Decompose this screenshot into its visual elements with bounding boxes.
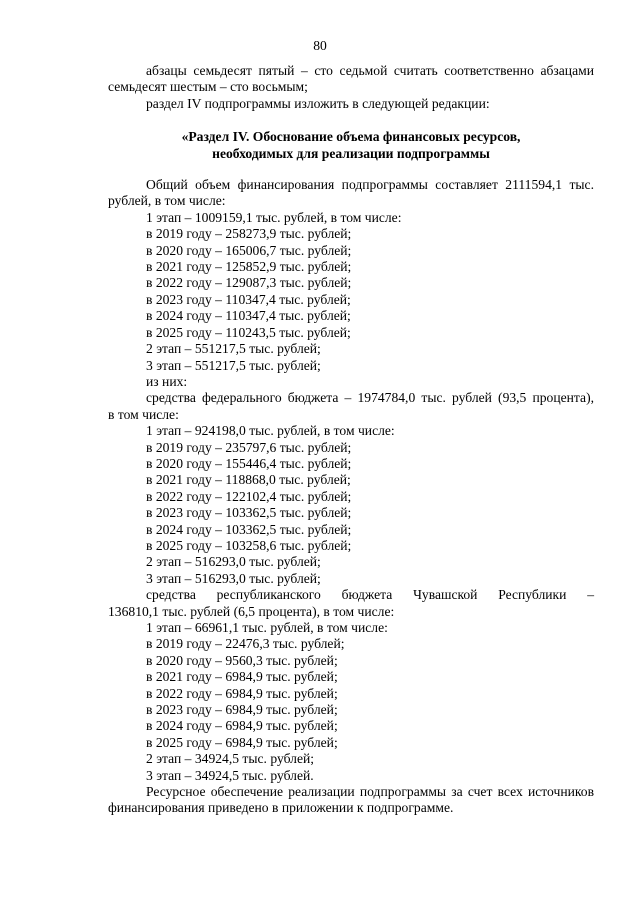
- document-body: [108, 63, 594, 817]
- federal-year-line: в 2021 году – 118868,0 тыс. рублей;: [146, 472, 351, 488]
- federal-stage-2: 2 этап – 516293,0 тыс. рублей;: [146, 554, 321, 570]
- federal-line-2: в том числе:: [108, 406, 179, 422]
- closing-line-1: Ресурсное обеспечение реализации подпрограммы за счет всех источников: [146, 784, 594, 800]
- federal-stage-3: 3 этап – 516293,0 тыс. рублей;: [146, 570, 321, 586]
- republic-year-line: в 2023 году – 6984,9 тыс. рублей;: [146, 702, 338, 718]
- republic-line-2: 136810,1 тыс. рублей (6,5 процента), в том числе:: [108, 603, 395, 619]
- section-heading-line-2: необходимых для реализации подпрограммы: [212, 145, 490, 161]
- total-year-line: в 2022 году – 129087,3 тыс. рублей;: [146, 275, 352, 291]
- republic-stage-3: 3 этап – 34924,5 тыс. рублей.: [146, 767, 314, 783]
- total-line-1: Общий объем финансирования подпрограммы составляет 2111594,1 тыс.: [146, 177, 594, 193]
- intro-line-3: раздел IV подпрограммы изложить в следующей редакции:: [146, 95, 490, 111]
- republic-stage-2: 2 этап – 34924,5 тыс. рублей;: [146, 751, 315, 767]
- intro-line-1: абзацы семьдесят пятый – сто седьмой считать соответственно абзацами: [146, 63, 594, 78]
- page-number: 80: [313, 38, 327, 53]
- republic-year-line: в 2024 году – 6984,9 тыс. рублей;: [146, 718, 338, 734]
- federal-line-1: средства федерального бюджета – 1974784,0 тыс. рублей (93,5 процента),: [146, 390, 594, 406]
- total-stage-3: 3 этап – 551217,5 тыс. рублей;: [146, 357, 321, 373]
- total-year-line: в 2020 году – 165006,7 тыс. рублей;: [146, 242, 352, 258]
- total-year-line: в 2023 году – 110347,4 тыс. рублей;: [146, 291, 351, 307]
- total-year-line: в 2025 году – 110243,5 тыс. рублей;: [146, 324, 351, 340]
- of-which-label: из них:: [146, 373, 188, 389]
- federal-year-line: в 2019 году – 235797,6 тыс. рублей;: [146, 439, 352, 455]
- closing-line-2: финансирования приведено в приложении к подпрограмме.: [108, 800, 454, 816]
- republic-line-1: средства республиканского бюджета Чувашской Республики –: [146, 587, 594, 603]
- republic-year-line: в 2020 году – 9560,3 тыс. рублей;: [146, 652, 338, 668]
- republic-year-line: в 2021 году – 6984,9 тыс. рублей;: [146, 669, 338, 685]
- intro-line-2: семьдесят шестым – сто восьмым;: [108, 79, 308, 95]
- total-year-line: в 2021 году – 125852,9 тыс. рублей;: [146, 259, 352, 275]
- total-stage-2: 2 этап – 551217,5 тыс. рублей;: [146, 341, 321, 357]
- republic-year-line: в 2022 году – 6984,9 тыс. рублей;: [146, 685, 338, 701]
- republic-stage-1: 1 этап – 66961,1 тыс. рублей, в том числе:: [146, 620, 388, 635]
- total-line-2: рублей, в том числе:: [108, 193, 226, 209]
- total-year-line: в 2019 году – 258273,9 тыс. рублей;: [146, 226, 352, 242]
- section-heading-line-1: «Раздел IV. Обоснование объема финансовых ресурсов,: [181, 129, 521, 145]
- federal-year-line: в 2025 году – 103258,6 тыс. рублей;: [146, 537, 352, 553]
- federal-year-line: в 2024 году – 103362,5 тыс. рублей;: [146, 521, 352, 537]
- federal-stage-1: 1 этап – 924198,0 тыс. рублей, в том числе:: [146, 423, 395, 439]
- republic-year-line: в 2019 году – 22476,3 тыс. рублей;: [146, 636, 345, 652]
- republic-year-line: в 2025 году – 6984,9 тыс. рублей;: [146, 734, 338, 750]
- federal-year-line: в 2022 году – 122102,4 тыс. рублей;: [146, 488, 352, 504]
- federal-year-line: в 2023 году – 103362,5 тыс. рублей;: [146, 505, 352, 521]
- total-year-line: в 2024 году – 110347,4 тыс. рублей;: [146, 308, 351, 324]
- federal-year-line: в 2020 году – 155446,4 тыс. рублей;: [146, 455, 352, 471]
- total-stage-1: 1 этап – 1009159,1 тыс. рублей, в том числе:: [146, 209, 402, 225]
